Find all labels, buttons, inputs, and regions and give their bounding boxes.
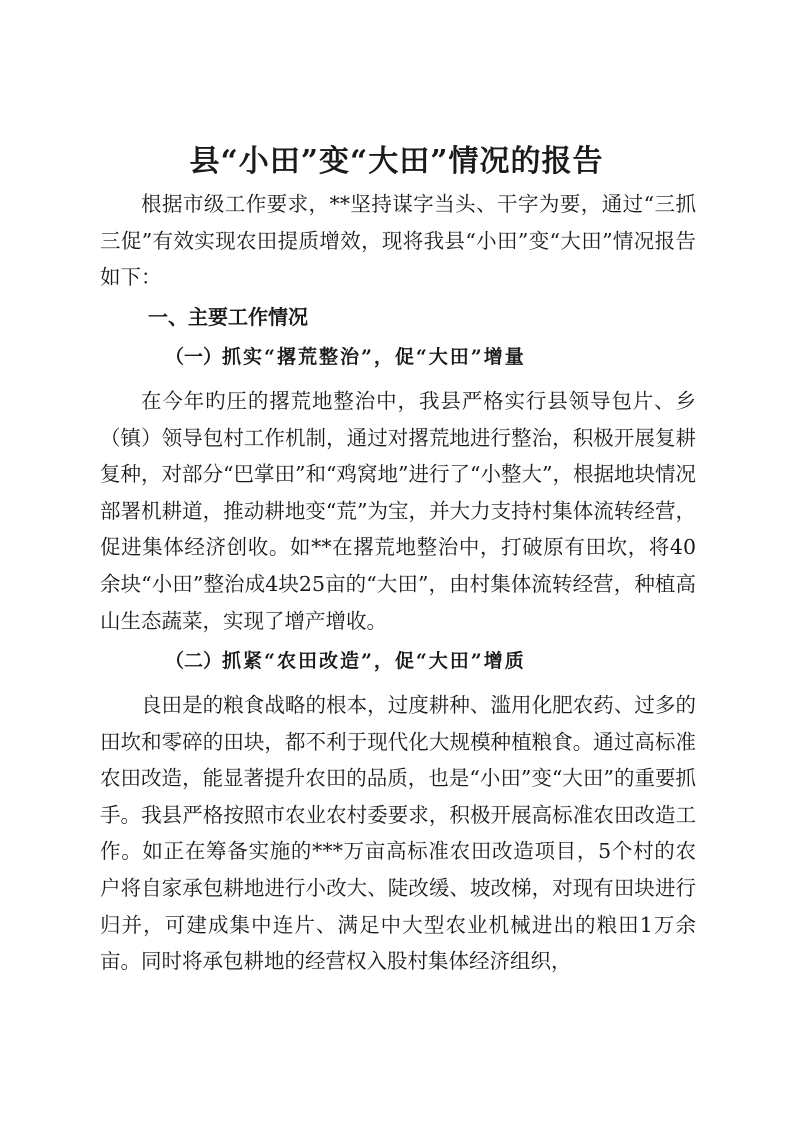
subsection-title-2: 抓紧“农田改造”，促“大田”增质 bbox=[222, 650, 526, 672]
document-title: 县“小田”变“大田”情况的报告 bbox=[189, 144, 604, 179]
subsection-heading-1 bbox=[165, 342, 526, 372]
subsection-number-1: （一） bbox=[165, 346, 223, 368]
subsection-body-1: 在今年旳圧的撂荒地整治中，我县严格实行县领导包片、乡（镇）领导包村工作机制，通过对撂荒地进行整治，积极开展复耕复种，对部分“巴掌田”和“鸡窝地”进行了“小整大”，根据地块情况部署机耕道，推动耕地变“荒”为宝，并大力支持村集体流转经营，促进集体经济创收。如**在撂荒地整治中，打破原有田坎，将40余块“小田”整治成4块25亩的“大田”，由村集体流转经营，种植高山生态蔬菜，实现了增产增收。 bbox=[100, 389, 696, 633]
subsection-title-1: 抓实“撂荒整治”，促“大田”增量 bbox=[222, 346, 526, 368]
section-heading-main-work: 一、主要工作情况 bbox=[148, 305, 308, 329]
subsection-number-2: （二） bbox=[165, 650, 223, 672]
subsection-body-2: 良田是的粮食战略的根本，过度耕种、滥用化肥农药、过多的田坎和零碎的田块，都不利于现代化大规模种植粮食。通过高标准农田改造，能显著提升农田的品质，也是“小田”变“大田”的重要抓手。我县严格按照市农业农村委要求，积极开展高标准农田改造工作。如正在筹备实施的***万亩高标准农田改造项目，5个村的农户将自家承包耕地进行小改大、陡改缓、坡改梯，对现有田块进行归并，可建成集中连片、满足中大型农业机械进出的粮田1万余亩。同时将承包耕地的经营权入股村集体经济组织， bbox=[100, 693, 696, 974]
subsection-heading-2 bbox=[165, 646, 526, 676]
intro-paragraph: 根据市级工作要求，**坚持谋字当头、干字为要，通过“三抓三促”有效实现农田提质增效，现将我县“小田”变“大田”情况报告如下： bbox=[100, 192, 696, 290]
